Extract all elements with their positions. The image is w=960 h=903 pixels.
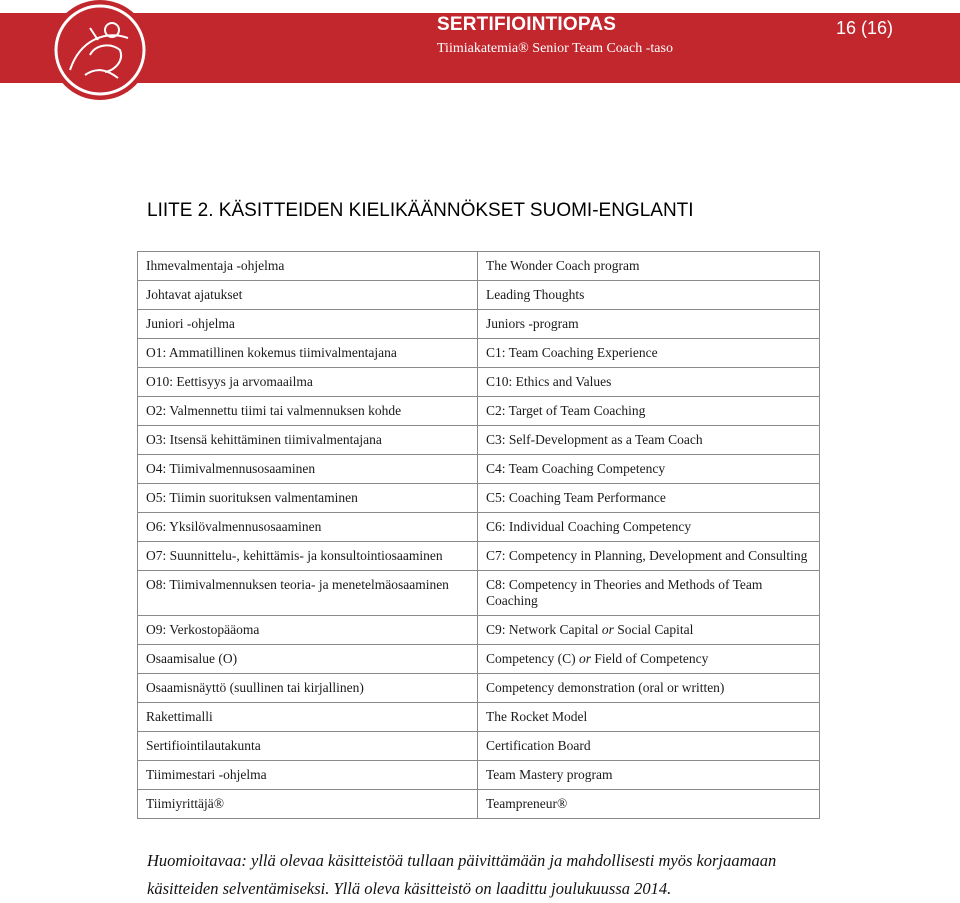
table-row (138, 484, 820, 513)
english-term: C8: Competency in Theories and Methods of Team Coaching (478, 571, 820, 616)
table-row (138, 310, 820, 339)
table-row (138, 645, 820, 674)
english-term: Competency demonstration (oral or written) (478, 674, 820, 703)
english-term-part: C9: Network Capital (486, 622, 602, 637)
english-term: Leading Thoughts (478, 281, 820, 310)
english-term: C4: Team Coaching Competency (478, 455, 820, 484)
table-row (138, 455, 820, 484)
english-term-part: Social Capital (613, 622, 694, 637)
english-term: Team Mastery program (478, 761, 820, 790)
page-number: 16 (16) (836, 18, 894, 38)
finnish-term: O7: Suunnittelu-, kehittämis- ja konsultointiosaaminen (138, 542, 478, 571)
english-term: Teampreneur® (478, 790, 820, 819)
english-term: C6: Individual Coaching Competency (478, 513, 820, 542)
finnish-term: Tiimimestari -ohjelma (138, 761, 478, 790)
translation-table (137, 251, 820, 819)
english-term: C1: Team Coaching Experience (478, 339, 820, 368)
or-emphasis: or (601, 622, 614, 637)
finnish-term: O4: Tiimivalmennusosaaminen (138, 455, 478, 484)
english-term: C5: Coaching Team Performance (478, 484, 820, 513)
english-term-part: Field of Competency (591, 651, 709, 666)
table-row (138, 571, 820, 616)
table-row (138, 732, 820, 761)
finnish-term: Ihmevalmentaja -ohjelma (138, 252, 478, 281)
english-term: The Wonder Coach program (478, 252, 820, 281)
english-term: C10: Ethics and Values (478, 368, 820, 397)
table-row (138, 339, 820, 368)
english-term (478, 616, 820, 645)
header-title: SERTIFIOINTIOPAS (437, 14, 617, 35)
finnish-term: Osaamisnäyttö (suullinen tai kirjallinen) (138, 674, 478, 703)
english-term: Juniors -program (478, 310, 820, 339)
finnish-term: O8: Tiimivalmennuksen teoria- ja menetelmäosaaminen (138, 571, 478, 616)
english-term: Certification Board (478, 732, 820, 761)
or-emphasis: or (578, 651, 591, 666)
finnish-term: Rakettimalli (138, 703, 478, 732)
finnish-term: Tiimiyrittäjä® (138, 790, 478, 819)
header-subtitle: Tiimiakatemia® Senior Team Coach -taso (437, 41, 673, 56)
finnish-term: O3: Itsensä kehittäminen tiimivalmentajana (138, 426, 478, 455)
table-row (138, 397, 820, 426)
finnish-term: O2: Valmennettu tiimi tai valmennuksen kohde (138, 397, 478, 426)
table-row (138, 790, 820, 819)
table-row (138, 513, 820, 542)
english-term: C3: Self-Development as a Team Coach (478, 426, 820, 455)
finnish-term: Juniori -ohjelma (138, 310, 478, 339)
english-term (478, 645, 820, 674)
finnish-term: Osaamisalue (O) (138, 645, 478, 674)
table-row (138, 252, 820, 281)
page-title: LIITE 2. KÄSITTEIDEN KIELIKÄÄNNÖKSET SUOMI-ENGLANTI (147, 200, 694, 221)
table-row (138, 703, 820, 732)
finnish-term: O6: Yksilövalmennusosaaminen (138, 513, 478, 542)
table-row (138, 674, 820, 703)
table-row (138, 761, 820, 790)
finnish-term: Sertifiointilautakunta (138, 732, 478, 761)
table-row (138, 426, 820, 455)
table-row (138, 616, 820, 645)
english-term: C2: Target of Team Coaching (478, 397, 820, 426)
table-row (138, 281, 820, 310)
english-term: C7: Competency in Planning, Development and Consulting (478, 542, 820, 571)
english-term-part: Competency (C) (486, 651, 579, 666)
footnote: Huomioitavaa: yllä olevaa käsitteistöä tullaan päivittämään ja mahdollisesti myös korjaamaan käsitteiden selventämiseksi. Yllä oleva käsitteistö on laadittu joulukuussa 2014. (147, 851, 777, 898)
table-row (138, 542, 820, 571)
finnish-term: O10: Eettisyys ja arvomaailma (138, 368, 478, 397)
finnish-term: O1: Ammatillinen kokemus tiimivalmentajana (138, 339, 478, 368)
finnish-term: Johtavat ajatukset (138, 281, 478, 310)
rider-logo-icon (50, 0, 150, 100)
table-row (138, 368, 820, 397)
finnish-term: O5: Tiimin suorituksen valmentaminen (138, 484, 478, 513)
finnish-term: O9: Verkostopääoma (138, 616, 478, 645)
english-term: The Rocket Model (478, 703, 820, 732)
